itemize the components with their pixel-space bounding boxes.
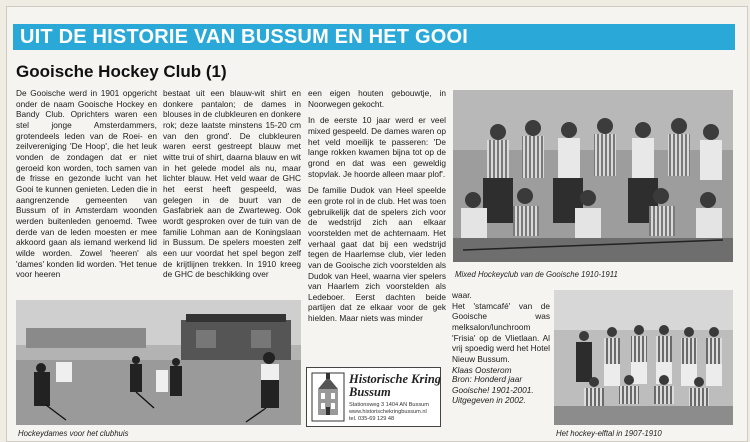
photo-hockey-elftal: [554, 290, 733, 425]
historische-kring-logo: [306, 367, 441, 427]
article-column-2: [163, 88, 301, 286]
section-banner: UIT DE HISTORIE VAN BUSSUM EN HET GOOI: [13, 24, 735, 50]
column-3-para-3: De familie Dudok van Heel speelde een grote rol in de club. Het was toen gebruikelijk dat de spelers zich voor de wedstrijd zich aan elkaar voorstelden met de achternaam. Het verhaal gaat dat bij een wedstrijd tegen de Haarlemse club, vier leden van de Gooische zich voorstelden als Dudok van Heel, waarna vier spelers van Haarlem zich voorstelden als Ledeboer. Eerst dachten beide partijen dat ze elkaar voor de gek hielden. Maar niets was minder: [308, 185, 446, 324]
photo-hockeydames: [16, 300, 301, 425]
logo-website: www.historischekringbussum.nl: [349, 409, 427, 415]
logo-title: [349, 373, 441, 399]
caption-hockey-elftal: Het hockey-elftal in 1907-1910: [556, 429, 662, 438]
author-name: Klaas Oosterom: [452, 364, 512, 375]
column-2-text: bestaat uit een blauw-wit shirt en donkere pantalon; de dames in blouses in de clubkleuren en donkere rok; deze laatste minstens 15-20 cm van den grond'. De clubkleuren waren eerst gestreept blauw met witte trui of shirt, daarna blauw en wit in het gelede model als nu, maar lichter blauw. Het veld waar de GHC het eerst heeft gespeeld, was gelegen in de buurt van de Gasfabriek aan de Zwarteweg. Ook wordt gesproken over de tuin van de familie Lohman aan de Koningslaan in Bussum. De spelers moesten zelf een uur voordat het spel begon zelf de krijtlijnen trekken. In 1910 kreeg de GHC de beschikking over: [163, 88, 301, 280]
article-title: Gooische Hockey Club (1): [16, 62, 227, 81]
photo-hockeydames-image: [16, 300, 301, 425]
column-4-para-2: Het 'stamcafé' van de Gooische was melksalon/lunchroom 'Frisia' op de Vlietlaan. Al vrij spoedig werd het Hotel Nieuw Bussum.: [452, 300, 550, 364]
photo-hockey-elftal-image: [554, 290, 733, 425]
photo-mixed-hockeyclub: [453, 90, 733, 262]
column-3-para-1: een eigen houten gebouwtje, in Noorwegen gekocht.: [308, 88, 446, 109]
photo-mixed-hockeyclub-image: [453, 90, 733, 262]
town-hall-emblem-icon: [310, 371, 346, 423]
column-3-para-2: In de eerste 10 jaar werd er veel mixed gespeeld. De dames waren op het veld moeilijk te passeren: 'De lange rokken kwamen bijna tot op de grond en dat was een geweldig stopvlak. Je hoorde alleen maar plof'.: [308, 115, 446, 179]
caption-mixed-hockeyclub: Mixed Hockeyclub van de Gooische 1910-1911: [455, 270, 618, 279]
article-column-4: [452, 290, 550, 381]
logo-phone: tel. 035-69 129 48: [349, 416, 395, 422]
column-1-text: De Gooische werd in 1901 opgericht onder de naam Gooische Hockey en Bandy Club. Oprichters waren een stel jonge Amsterdammers, grotendeels leden van de Roei- en zeilvereniging 'De Hoop', die het leuk vonden de zondagen dat er niet geroeid kon worden, toch samen van de frisse en gezonde lucht van het Gooi te kunnen genieten. Leden die in aangrenzende gemeenten van Bussum of in Amsterdam woonden werden buitenleden genoemd. Twee derde van de leden moesten er mee akkoord gaan als iemand werkend lid wilde worden. Zowel 'heeren' als 'dames' konden lid worden. 'Het tenue voor heeren: [16, 88, 157, 280]
logo-line-2: Bussum: [349, 385, 391, 399]
source-note: Bron: Honderd jaar Gooische! 1901-2001. Uitgegeven in 2002.: [452, 374, 534, 406]
column-4-para-1: waar.: [452, 290, 472, 300]
logo-address: Stationsweg 3 1404 AN Bussum: [349, 402, 429, 408]
logo-line-1: Historische Kring: [349, 372, 442, 386]
caption-hockeydames: Hockeydames voor het clubhuis: [18, 429, 129, 438]
article-column-1: [16, 88, 157, 286]
article-column-3: [308, 88, 446, 330]
